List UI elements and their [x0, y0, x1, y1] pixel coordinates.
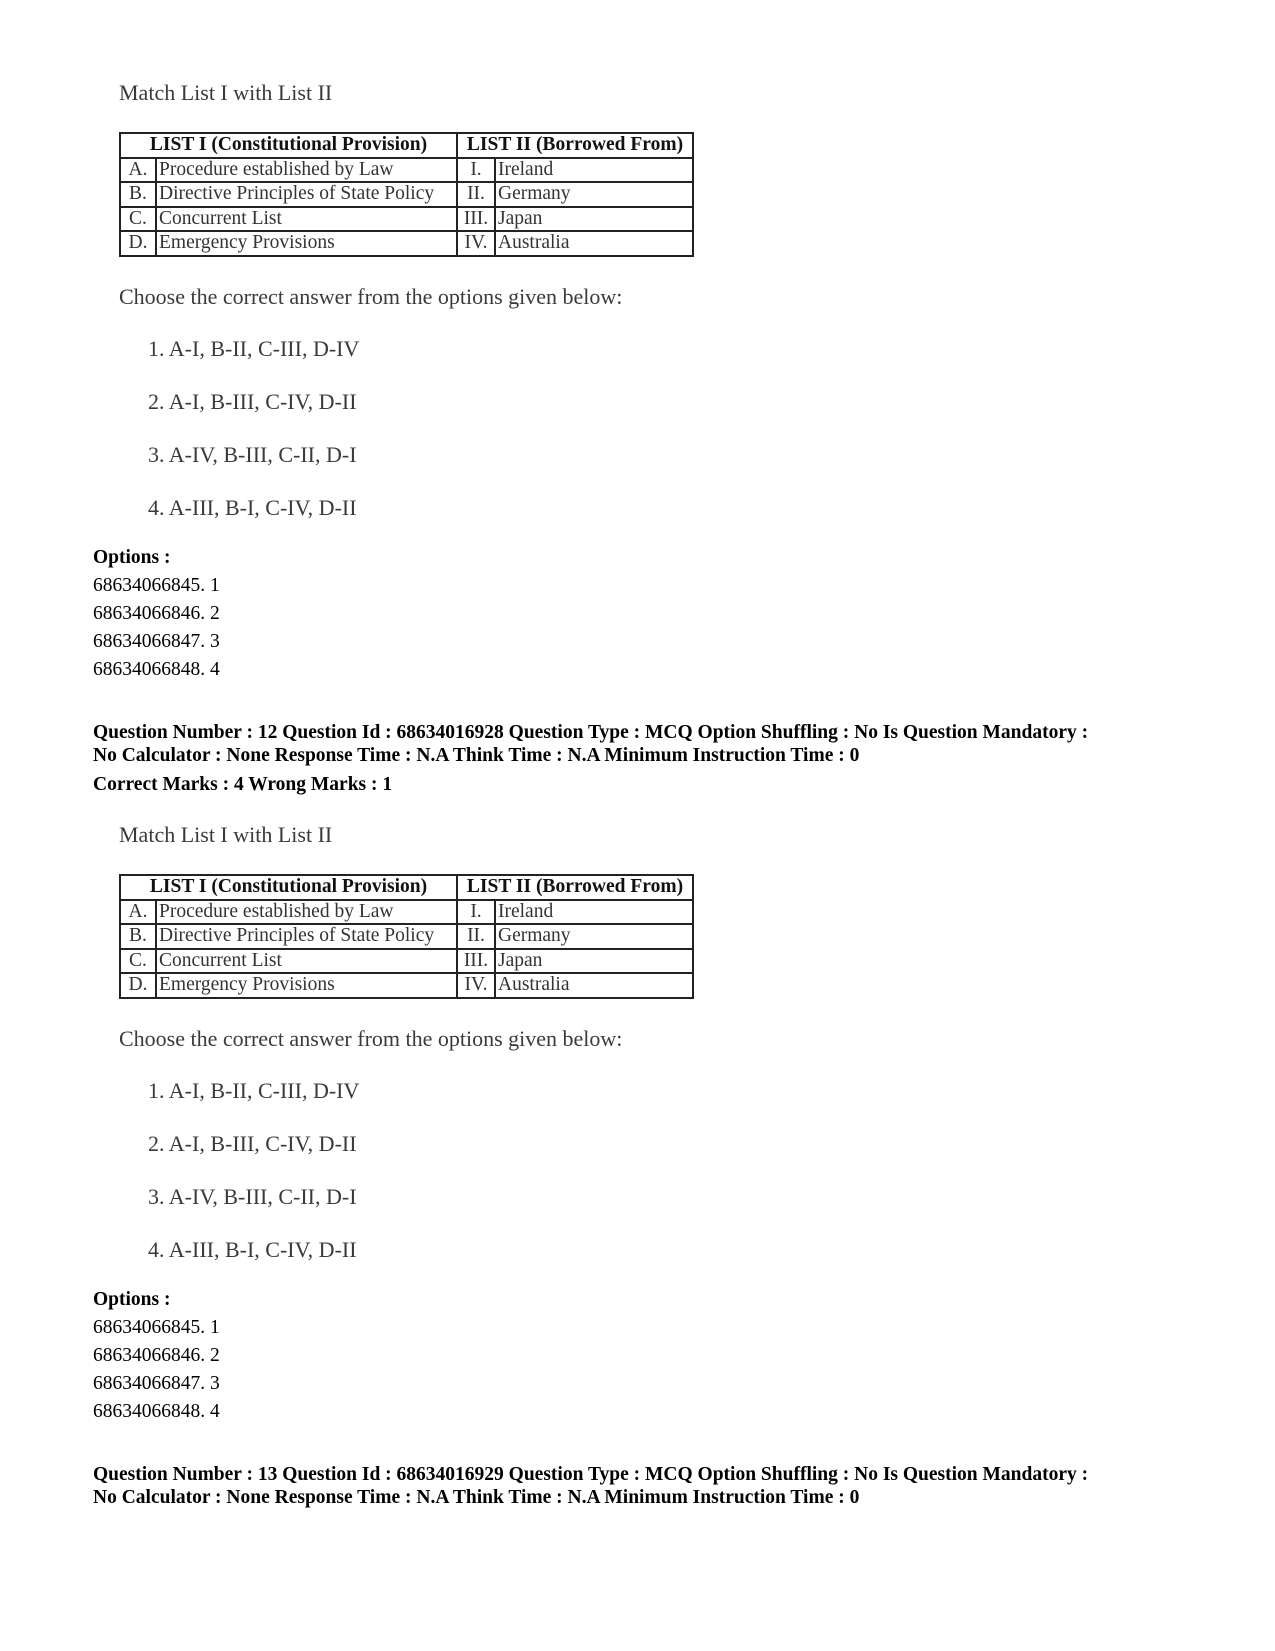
row-roman: I. — [457, 900, 495, 925]
option-item: 68634066848. 4 — [93, 1401, 220, 1422]
list-2-item: Japan — [495, 207, 693, 232]
list-1-item: Emergency Provisions — [156, 231, 457, 256]
list-2-item: Japan — [495, 949, 693, 974]
options-label: Options : — [93, 547, 171, 568]
table-row — [120, 973, 693, 998]
choose-prompt: Choose the correct answer from the options given below: — [119, 284, 623, 309]
table-header-row — [120, 875, 693, 900]
match-intro: Match List I with List II — [119, 822, 333, 847]
list-2-header: LIST II (Borrowed From) — [457, 875, 693, 900]
option-item: 68634066848. 4 — [93, 659, 220, 680]
list-2-item: Australia — [495, 231, 693, 256]
choice-item: 1. A-I, B-II, C-III, D-IV — [148, 1078, 360, 1103]
question-header: Question Number : 12 Question Id : 68634016928 Question Type : MCQ Option Shuffling : No Is Question Mandatory : — [93, 722, 1089, 743]
option-item: 68634066845. 1 — [93, 575, 220, 596]
row-letter: C. — [120, 949, 156, 974]
list-1-item: Directive Principles of State Policy — [156, 924, 457, 949]
row-roman: II. — [457, 924, 495, 949]
table-row — [120, 900, 693, 925]
table-row — [120, 158, 693, 183]
list-2-item: Germany — [495, 924, 693, 949]
list-1-header: LIST I (Constitutional Provision) — [120, 875, 457, 900]
table-row — [120, 207, 693, 232]
row-letter: A. — [120, 900, 156, 925]
row-letter: D. — [120, 973, 156, 998]
options-label: Options : — [93, 1289, 171, 1310]
row-roman: III. — [457, 949, 495, 974]
row-roman: II. — [457, 182, 495, 207]
choice-item: 2. A-I, B-III, C-IV, D-II — [148, 1131, 357, 1156]
marks-line: Correct Marks : 4 Wrong Marks : 1 — [93, 774, 393, 795]
row-letter: B. — [120, 924, 156, 949]
option-item: 68634066847. 3 — [93, 631, 220, 652]
list-1-item: Procedure established by Law — [156, 158, 457, 183]
list-2-item: Ireland — [495, 900, 693, 925]
table-row — [120, 231, 693, 256]
row-letter: B. — [120, 182, 156, 207]
question-header: No Calculator : None Response Time : N.A Think Time : N.A Minimum Instruction Time : 0 — [93, 745, 860, 766]
match-table — [119, 132, 694, 257]
list-1-item: Concurrent List — [156, 949, 457, 974]
row-letter: A. — [120, 158, 156, 183]
option-item: 68634066845. 1 — [93, 1317, 220, 1338]
choice-item: 4. A-III, B-I, C-IV, D-II — [148, 495, 357, 520]
choose-prompt: Choose the correct answer from the options given below: — [119, 1026, 623, 1051]
list-1-header: LIST I (Constitutional Provision) — [120, 133, 457, 158]
question-header: No Calculator : None Response Time : N.A Think Time : N.A Minimum Instruction Time : 0 — [93, 1487, 860, 1508]
list-2-item: Ireland — [495, 158, 693, 183]
table-row — [120, 924, 693, 949]
table-row — [120, 949, 693, 974]
row-letter: C. — [120, 207, 156, 232]
option-item: 68634066846. 2 — [93, 1345, 220, 1366]
choice-item: 4. A-III, B-I, C-IV, D-II — [148, 1237, 357, 1262]
match-intro: Match List I with List II — [119, 80, 333, 105]
list-1-item: Directive Principles of State Policy — [156, 182, 457, 207]
list-1-item: Procedure established by Law — [156, 900, 457, 925]
list-2-item: Australia — [495, 973, 693, 998]
choice-item: 3. A-IV, B-III, C-II, D-I — [148, 442, 357, 467]
option-item: 68634066847. 3 — [93, 1373, 220, 1394]
row-roman: III. — [457, 207, 495, 232]
row-roman: IV. — [457, 973, 495, 998]
list-2-header: LIST II (Borrowed From) — [457, 133, 693, 158]
list-1-item: Concurrent List — [156, 207, 457, 232]
question-header: Question Number : 13 Question Id : 68634016929 Question Type : MCQ Option Shuffling : No Is Question Mandatory : — [93, 1464, 1089, 1485]
row-roman: I. — [457, 158, 495, 183]
choice-item: 3. A-IV, B-III, C-II, D-I — [148, 1184, 357, 1209]
choice-item: 1. A-I, B-II, C-III, D-IV — [148, 336, 360, 361]
row-roman: IV. — [457, 231, 495, 256]
choice-item: 2. A-I, B-III, C-IV, D-II — [148, 389, 357, 414]
match-table — [119, 874, 694, 999]
row-letter: D. — [120, 231, 156, 256]
table-row — [120, 182, 693, 207]
table-header-row — [120, 133, 693, 158]
list-1-item: Emergency Provisions — [156, 973, 457, 998]
list-2-item: Germany — [495, 182, 693, 207]
option-item: 68634066846. 2 — [93, 603, 220, 624]
